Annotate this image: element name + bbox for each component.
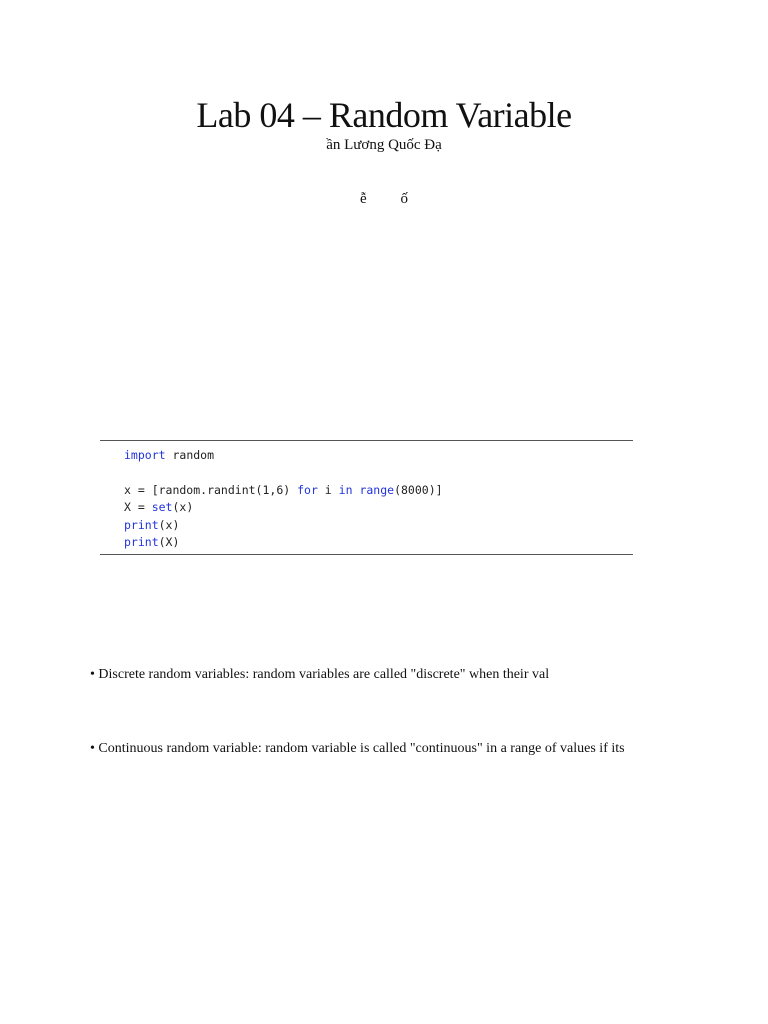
code-keyword: in [338,483,353,497]
code-keyword: range [359,483,395,497]
code-text: i [317,483,339,497]
code-keyword: for [297,483,318,497]
code-text: (x) [158,518,180,532]
code-text: X = [124,500,152,514]
code-line-3 [124,500,193,514]
mark-2: ố [400,191,408,207]
code-keyword: set [151,500,173,514]
code-keyword: print [124,535,159,549]
code-text: (X) [158,535,180,549]
bullet-discrete: • Discrete random variables: random variables are called "discrete" when their val [90,667,550,682]
code-text: (x) [172,500,194,514]
diacritic-marks [0,190,768,208]
author-line: ần Lương Quốc Đạ [326,137,442,153]
code-line-1 [124,448,214,462]
code-line-4 [124,518,179,532]
code-block [100,440,633,555]
code-keyword: print [124,518,159,532]
code-keyword: import [124,448,166,462]
code-line-2 [124,483,443,497]
code-text: x = [random.randint(1,6) [124,483,298,497]
code-text: random [165,448,215,462]
code-line-5 [124,535,179,549]
code-text: (8000)] [394,483,443,497]
page-title: Lab 04 – Random Variable [196,95,572,135]
bullet-continuous: • Continuous random variable: random variable is called "continuous" in a range of values if its [90,741,625,756]
mark-1: ễ [360,191,367,207]
